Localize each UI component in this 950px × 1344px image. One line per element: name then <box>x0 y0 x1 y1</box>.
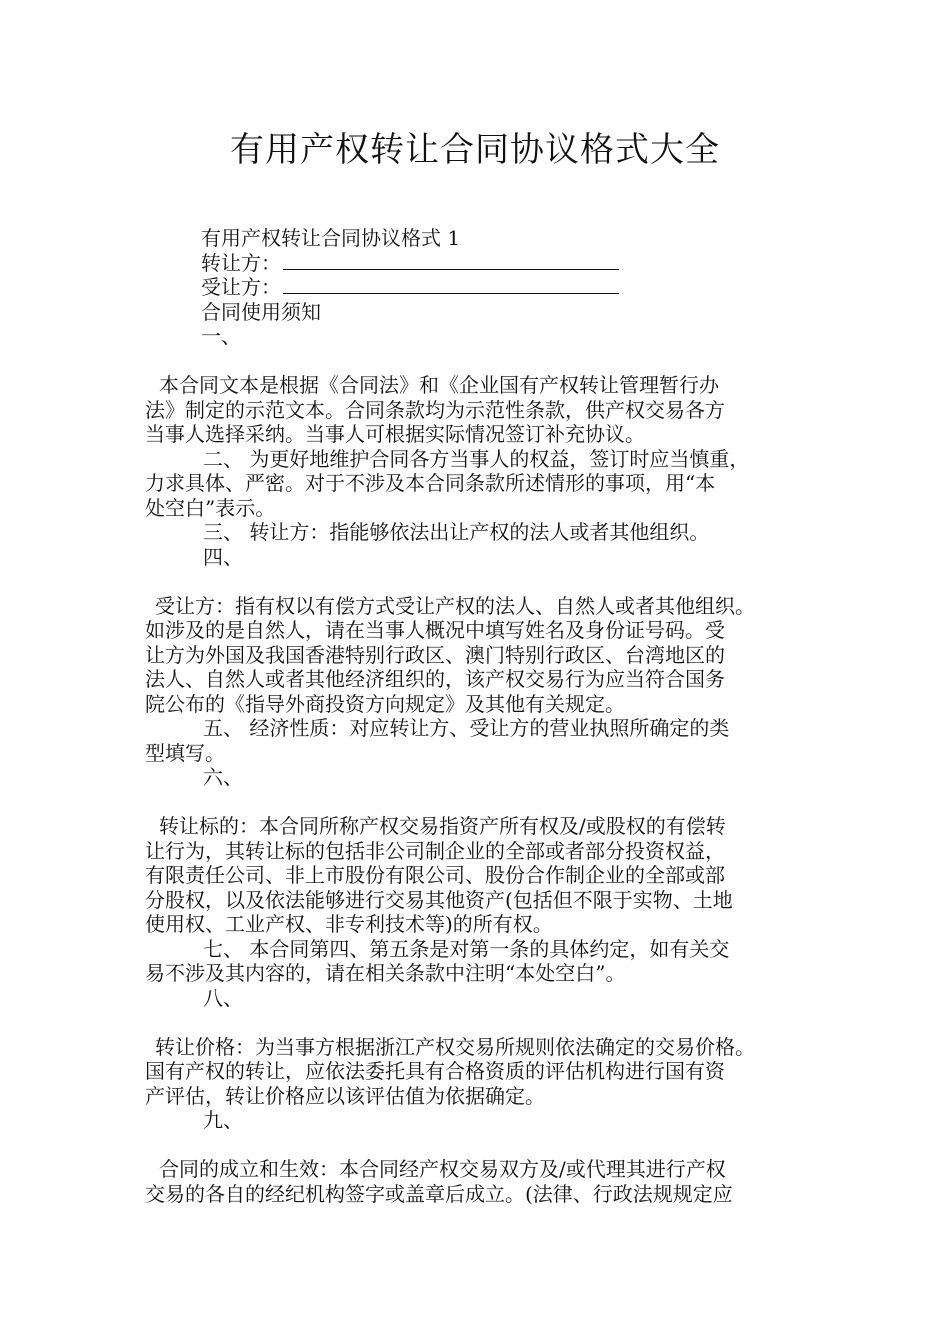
paragraph-line: 型填写。 <box>145 740 225 765</box>
paragraph-line: 分股权，以及依法能够进行交易其他资产(包括但不限于实物、土地 <box>145 887 733 912</box>
transferee-line <box>145 275 825 300</box>
section-number-4: 四、 <box>203 544 243 569</box>
transferor-label: 转让方： <box>201 250 281 275</box>
section-number-8: 八、 <box>203 985 243 1010</box>
paragraph-line: 产评估，转让价格应以该评估值为依据确定。 <box>145 1083 545 1108</box>
paragraph-line: 有限责任公司、非上市股份有限公司、股份合作制企业的全部或部 <box>145 863 725 887</box>
paragraph-line: 让方为外国及我国香港特别行政区、澳门特别行政区、台湾地区的 <box>145 642 725 667</box>
paragraph-line: 处空白”表示。 <box>145 495 276 520</box>
spacer <box>145 1010 825 1035</box>
section-number-1: 一、 <box>201 324 241 348</box>
paragraph-line: 院公布的《指导外商投资方向规定》及其他有关规定。 <box>145 691 625 716</box>
paragraph-line: 转让价格：为当事方根据浙江产权交易所规则依法确定的交易价格。 <box>155 1034 755 1059</box>
paragraph-line: 受让方：指有权以有偿方式受让产权的法人、自然人或者其他组织。 <box>155 593 755 618</box>
subtitle-line: 有用产权转让合同协议格式 1 <box>201 226 461 250</box>
spacer <box>145 790 825 815</box>
spacer <box>145 349 825 374</box>
paragraph-line: 七、 本合同第四、第五条是对第一条的具体约定，如有关交 <box>203 936 730 961</box>
paragraph-line: 二、 为更好地维护合同各方当事人的权益，签订时应当慎重， <box>203 446 750 471</box>
document-title: 有用产权转让合同协议格式大全 <box>230 130 720 170</box>
paragraph-line: 国有产权的转让，应依法委托具有合格资质的评估机构进行国有资 <box>145 1059 725 1083</box>
section-number-9: 九、 <box>203 1108 243 1132</box>
transferee-label: 受让方： <box>201 275 281 299</box>
notice-heading: 合同使用须知 <box>201 299 321 324</box>
paragraph-line: 本合同文本是根据《合同法》和《企业国有产权转让管理暂行办 <box>159 373 719 397</box>
paragraph-line: 五、 经济性质：对应转让方、受让方的营业执照所确定的类 <box>203 716 730 740</box>
document-body <box>145 226 825 1206</box>
paragraph-line: 法人、自然人或者其他经济组织的，该产权交易行为应当符合国务 <box>145 667 725 691</box>
spacer <box>145 1133 825 1158</box>
paragraph-line: 让行为，其转让标的包括非公司制企业的全部或者部分投资权益， <box>145 838 725 863</box>
section-number-6: 六、 <box>203 765 243 789</box>
paragraph-line: 使用权、工业产权、非专利技术等)的所有权。 <box>145 912 553 936</box>
paragraph-line: 当事人选择采纳。当事人可根据实际情况签订补充协议。 <box>145 422 645 446</box>
paragraph-line: 易不涉及其内容的，请在相关条款中注明“本处空白”。 <box>145 961 626 985</box>
transferor-line <box>145 251 825 276</box>
paragraph-line: 如涉及的是自然人，请在当事人概况中填写姓名及身份证号码。受 <box>145 618 725 642</box>
paragraph-line: 三、 转让方：指能够依法出让产权的法人或者其他组织。 <box>203 520 710 544</box>
spacer <box>145 569 825 594</box>
transferor-blank <box>283 251 619 270</box>
transferee-blank <box>283 275 619 294</box>
paragraph-line: 力求具体、严密。对于不涉及本合同条款所述情形的事项，用“本 <box>145 471 716 495</box>
paragraph-line: 法》制定的示范文本。合同条款均为示范性条款，供产权交易各方 <box>145 397 725 422</box>
paragraph-line: 合同的成立和生效：本合同经产权交易双方及/或代理其进行产权 <box>159 1157 726 1181</box>
paragraph-line: 转让标的：本合同所称产权交易指资产所有权及/或股权的有偿转 <box>159 814 726 838</box>
paragraph-line: 交易的各自的经纪机构签字或盖章后成立。(法律、行政法规规定应 <box>145 1181 733 1206</box>
